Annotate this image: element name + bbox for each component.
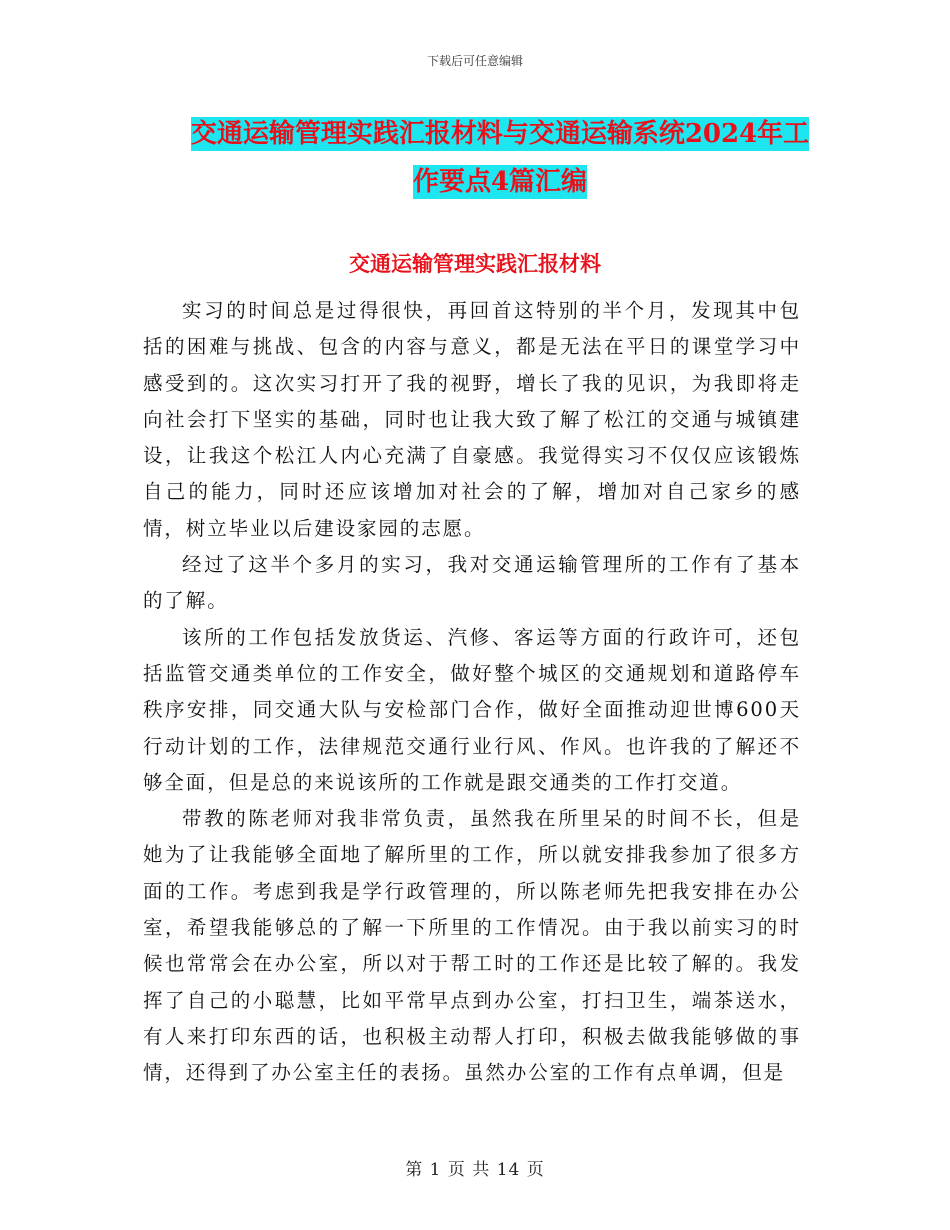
title-line-2: 作要点4篇汇编 [412, 167, 588, 197]
body-text [143, 293, 801, 1092]
page-number: 第 1 页 共 14 页 [405, 1160, 545, 1180]
section-title: 交通运输管理实践汇报材料 [349, 251, 601, 276]
paragraph: 带教的陈老师对我非常负责，虽然我在所里呆的时间不长，但是她为了让我能够全面地了解所里的工作，所以就安排我参加了很多方面的工作。考虑到我是学行政管理的，所以陈老师先把我安排在办公室，希望我能够总的了解一下所里的工作情况。由于我以前实习的时候也常常会在办公室，所以对于帮工时的工作还是比较了解的。我发挥了自己的小聪慧，比如平常早点到办公室，打扫卫生，端茶送水，有人来打印东西的话，也积极主动帮人打印，积极去做我能够做的事情，还得到了办公室主任的表扬。虽然办公室的工作有点单调，但是 [143, 807, 801, 1085]
title-line-1: 交通运输管理实践汇报材料与交通运输系统2024年工 [190, 119, 810, 149]
paragraph: 实习的时间总是过得很快，再回首这特别的半个月，发现其中包括的困难与挑战、包含的内容与意义，都是无法在平日的课堂学习中感受到的。这次实习打开了我的视野，增长了我的见识，为我即将走向社会打下坚实的基础，同时也让我大致了解了松江的交通与城镇建设，让我这个松江人内心充满了自豪感。我觉得实习不仅仅应该锻炼自己的能力，同时还应该增加对社会的了解，增加对自己家乡的感情，树立毕业以后建设家园的志愿。 [143, 299, 801, 540]
header-note: 下载后可任意编辑 [426, 54, 523, 68]
paragraph: 该所的工作包括发放货运、汽修、客运等方面的行政许可，还包括监管交通类单位的工作安全，做好整个城区的交通规划和道路停车秩序安排，同交通大队与安检部门合作，做好全面推动迎世博600天行动计划的工作，法律规范交通行业行风、作风。也许我的了解还不够全面，但是总的来说该所的工作就是跟交通类的工作打交道。 [143, 625, 801, 794]
document-title [140, 110, 860, 206]
paragraph: 经过了这半个多月的实习，我对交通运输管理所的工作有了基本的了解。 [143, 553, 801, 613]
